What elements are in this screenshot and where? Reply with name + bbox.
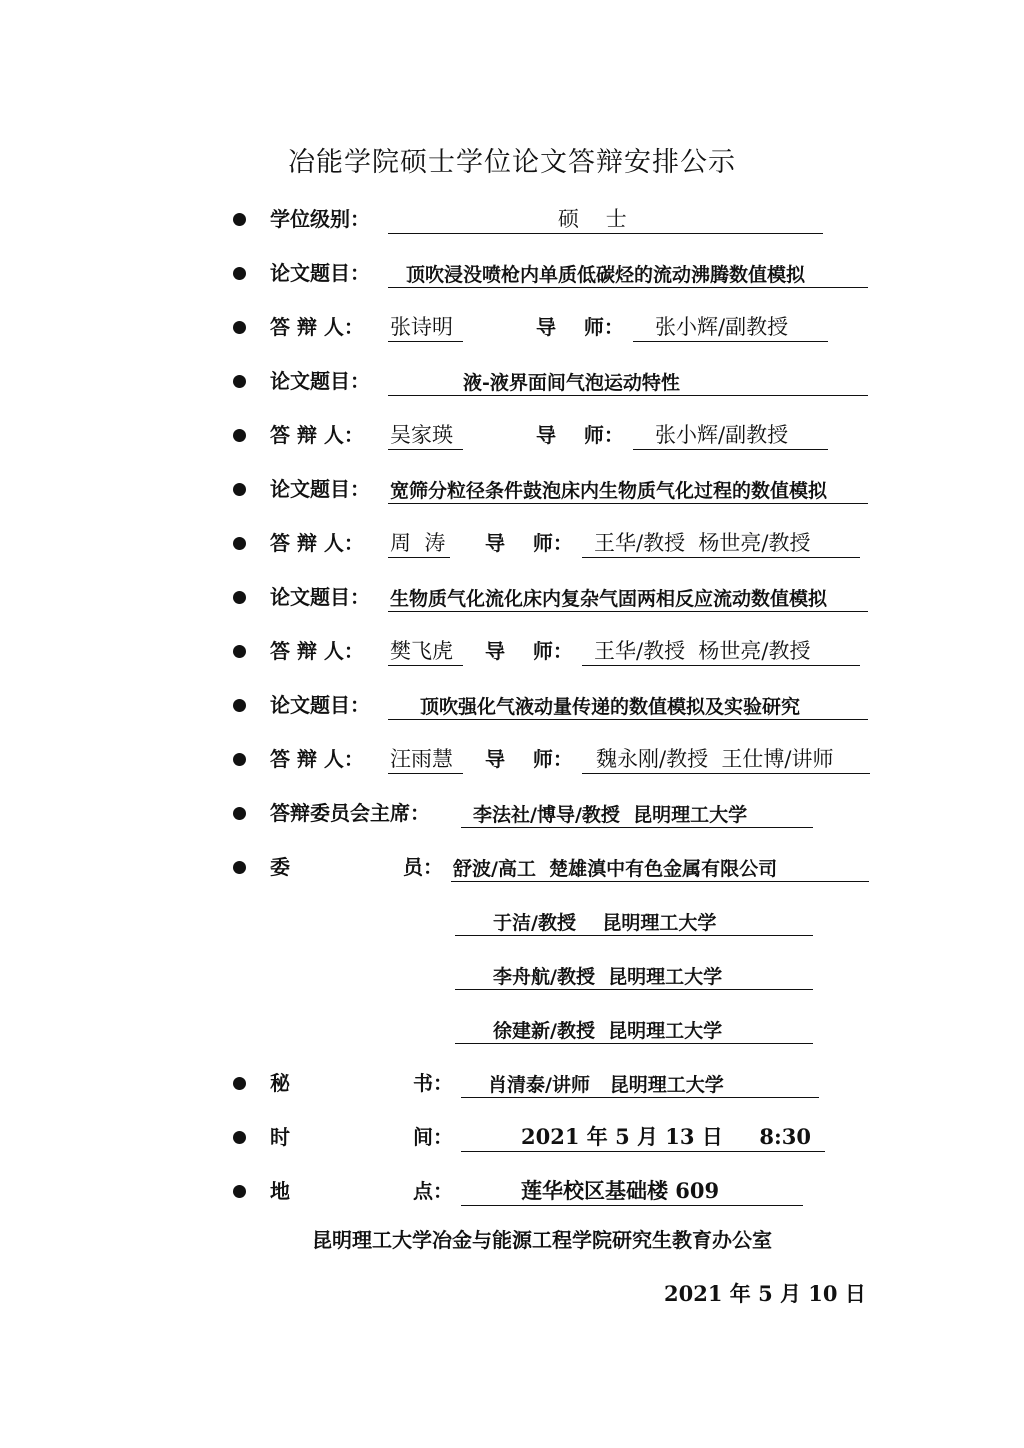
degree-label: 学位级别： (270, 207, 370, 231)
advisor-label: 导 师： (485, 747, 573, 771)
member-value: 徐建新/教授 昆明理工大学 (493, 1020, 723, 1042)
bullet-icon (233, 861, 246, 874)
advisor-name: 张小辉/副教授 (655, 315, 789, 339)
thesis-topic: 顶吹强化气液动量传递的数值模拟及实验研究 (420, 696, 801, 718)
advisor-label: 导 师： (485, 531, 573, 555)
issuer: 昆明理工大学冶金与能源工程学院研究生教育办公室 (312, 1228, 772, 1252)
student-name: 樊飞虎 (390, 639, 453, 663)
members-label-right: 员： (403, 855, 443, 879)
student-label: 答 辩 人： (270, 423, 364, 447)
student-name: 汪雨慧 (390, 747, 453, 771)
secretary-label-right: 书： (413, 1071, 453, 1095)
student-label: 答 辩 人： (270, 639, 364, 663)
time-label-left: 时 (270, 1125, 290, 1149)
student-label: 答 辩 人： (270, 747, 364, 771)
thesis-topic: 顶吹浸没喷枪内单质低碳烃的流动沸腾数值模拟 (406, 264, 806, 286)
advisor-label: 导 师： (485, 639, 573, 663)
page-title: 冶能学院硕士学位论文答辩安排公示 (288, 147, 736, 178)
topic-label: 论文题目： (270, 693, 370, 717)
bullet-icon (233, 699, 246, 712)
issue-date: 2021 年 5 月 10 日 (664, 1281, 866, 1306)
degree-value: 硕 士 (558, 207, 627, 231)
thesis-topic: 宽筛分粒径条件鼓泡床内生物质气化过程的数值模拟 (390, 480, 828, 502)
member-value: 李舟航/教授 昆明理工大学 (493, 966, 723, 988)
bullet-icon (233, 537, 246, 550)
members-label-left: 委 (270, 855, 290, 879)
bullet-icon (233, 1077, 246, 1090)
time-value: 2021 年 5 月 13 日 8:30 (521, 1124, 811, 1149)
bullet-icon (233, 1185, 246, 1198)
bullet-icon (233, 375, 246, 388)
thesis-topic: 液-液界面间气泡运动特性 (463, 372, 680, 394)
member-value: 于洁/教授 昆明理工大学 (493, 912, 717, 934)
advisor-name: 张小辉/副教授 (655, 423, 789, 447)
bullet-icon (233, 753, 246, 766)
member-value: 舒波/高工 楚雄滇中有色金属有限公司 (453, 858, 778, 880)
student-name: 吴家瑛 (390, 423, 453, 447)
student-label: 答 辩 人： (270, 531, 364, 555)
bullet-icon (233, 1131, 246, 1144)
topic-label: 论文题目： (270, 369, 370, 393)
advisor-name: 王华/教授 杨世亮/教授 (594, 639, 811, 663)
bullet-icon (233, 591, 246, 604)
place-label-right: 点： (413, 1179, 453, 1203)
place-value: 莲华校区基础楼 609 (521, 1178, 720, 1203)
topic-label: 论文题目： (270, 477, 370, 501)
advisor-label: 导 师： (536, 423, 624, 447)
bullet-icon (233, 213, 246, 226)
bullet-icon (233, 807, 246, 820)
time-label-right: 间： (413, 1125, 453, 1149)
secretary-label-left: 秘 (270, 1071, 290, 1095)
student-name: 张诗明 (390, 315, 453, 339)
topic-label: 论文题目： (270, 261, 370, 285)
secretary-value: 肖清泰/讲师 昆明理工大学 (488, 1074, 724, 1096)
bullet-icon (233, 321, 246, 334)
advisor-label: 导 师： (536, 315, 624, 339)
bullet-icon (233, 267, 246, 280)
student-name: 周 涛 (390, 531, 446, 555)
student-label: 答 辩 人： (270, 315, 364, 339)
chair-label: 答辩委员会主席： (270, 801, 430, 825)
advisor-name: 魏永刚/教授 王仕博/讲师 (596, 747, 834, 771)
place-label-left: 地 (270, 1179, 290, 1203)
bullet-icon (233, 645, 246, 658)
thesis-topic: 生物质气化流化床内复杂气固两相反应流动数值模拟 (390, 588, 828, 610)
bullet-icon (233, 429, 246, 442)
bullet-icon (233, 483, 246, 496)
advisor-name: 王华/教授 杨世亮/教授 (594, 531, 811, 555)
topic-label: 论文题目： (270, 585, 370, 609)
chair-value: 李法社/博导/教授 昆明理工大学 (473, 804, 748, 826)
